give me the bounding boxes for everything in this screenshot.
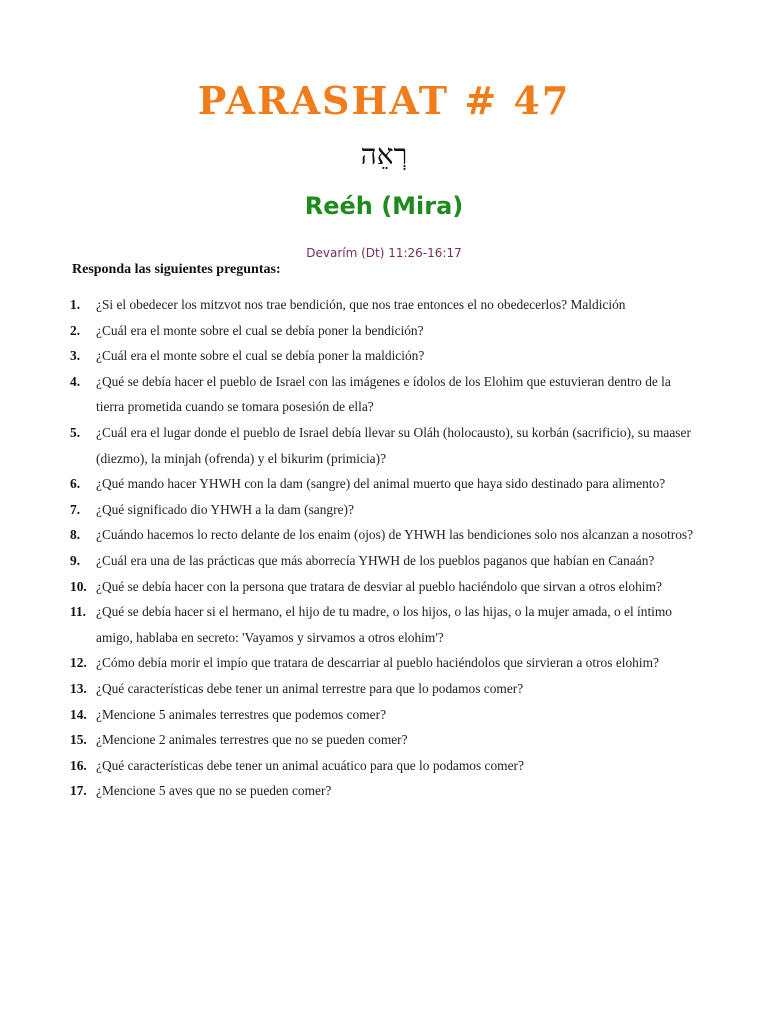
question-item — [72, 650, 702, 676]
question-item — [72, 420, 702, 471]
question-item — [72, 369, 702, 420]
question-text: ¿Qué se debía hacer el pueblo de Israel con las imágenes e ídolos de los Elohim que estuvieran dentro de la tierra prometida cuando se tomara posesión de ella? — [96, 373, 671, 415]
question-item — [72, 318, 702, 344]
question-text: ¿Mencione 2 animales terrestres que no se pueden comer? — [96, 732, 408, 748]
question-item — [72, 497, 702, 523]
question-number: 13. — [70, 680, 87, 696]
question-text: ¿Cómo debía morir el impío que tratara de descarriar al pueblo haciéndolos que sirvieran a otros elohim? — [96, 655, 659, 671]
question-number: 3. — [70, 348, 81, 364]
question-number: 14. — [70, 706, 87, 722]
question-item — [72, 548, 702, 574]
question-number: 2. — [70, 322, 81, 338]
question-item — [72, 676, 702, 702]
question-item — [72, 292, 702, 318]
question-number: 12. — [70, 655, 87, 671]
question-number: 16. — [70, 757, 87, 773]
question-number: 1. — [70, 297, 81, 312]
question-number: 4. — [70, 373, 81, 389]
scripture-reference: Devarím (Dt) 11:26-16:17 — [306, 246, 462, 260]
question-text: ¿Si el obedecer los mitzvot nos trae bendición, que nos trae entonces el no obedecerlos? Maldición — [96, 297, 626, 312]
question-item — [72, 343, 702, 369]
question-item — [72, 522, 702, 548]
question-item — [72, 599, 702, 650]
question-item — [72, 471, 702, 497]
question-text: ¿Qué se debía hacer si el hermano, el hijo de tu madre, o los hijos, o las hijas, o la mujer amada, o el íntimo amigo, hablaba en secreto: 'Vayamos y sirvamos a otros elohim'? — [96, 604, 673, 645]
page-subtitle: Reéh (Mira) — [304, 192, 464, 220]
question-number: 5. — [70, 424, 81, 440]
question-text: ¿Cuál era una de las prácticas que más aborrecía YHWH de los pueblos paganos que habían en Canaán? — [96, 552, 655, 568]
question-number: 15. — [70, 732, 87, 748]
question-number: 6. — [70, 476, 81, 492]
hebrew-title: רְאֵה — [360, 138, 408, 171]
question-text: ¿Mencione 5 animales terrestres que podemos comer? — [96, 706, 387, 722]
question-item — [72, 753, 702, 779]
question-text: ¿Qué características debe tener un animal acuático para que lo podamos comer? — [96, 757, 524, 773]
question-number: 10. — [70, 578, 87, 594]
question-text: ¿Qué características debe tener un animal terrestre para que lo podamos comer? — [96, 680, 524, 696]
question-item — [72, 574, 702, 600]
instructions-heading: Responda las siguientes preguntas: — [72, 262, 281, 277]
question-number: 17. — [70, 783, 87, 799]
question-text: ¿Cuál era el monte sobre el cual se debía poner la bendición? — [96, 322, 424, 338]
questions-list — [72, 292, 702, 804]
question-text: ¿Mencione 5 aves que no se pueden comer? — [96, 783, 332, 799]
question-number: 8. — [70, 527, 81, 543]
question-number: 9. — [70, 552, 81, 568]
question-text: ¿Cuál era el monte sobre el cual se debía poner la maldición? — [96, 348, 425, 364]
question-text: ¿Cuál era el lugar donde el pueblo de Israel debía llevar su Oláh (holocausto), su korbán (sacrificio), su maaser (diezmo), la minjah (ofrenda) y el bikurim (primicia)? — [96, 424, 691, 466]
question-item — [72, 778, 702, 804]
question-item — [72, 702, 702, 728]
question-number: 7. — [70, 501, 81, 517]
question-text: ¿Qué mando hacer YHWH con la dam (sangre) del animal muerto que haya sido destinado para alimento? — [96, 476, 666, 492]
question-item — [72, 727, 702, 753]
question-text: ¿Qué significado dio YHWH a la dam (sangre)? — [96, 501, 354, 517]
question-number: 11. — [70, 604, 86, 620]
question-text: ¿Cuándo hacemos lo recto delante de los enaim (ojos) de YHWH las bendiciones solo nos alcanzan a nosotros? — [96, 527, 694, 543]
page-title: PARASHAT # 47 — [197, 78, 571, 123]
question-text: ¿Qué se debía hacer con la persona que tratara de desviar al pueblo haciéndolo que sirvan a otros elohim? — [96, 578, 662, 594]
